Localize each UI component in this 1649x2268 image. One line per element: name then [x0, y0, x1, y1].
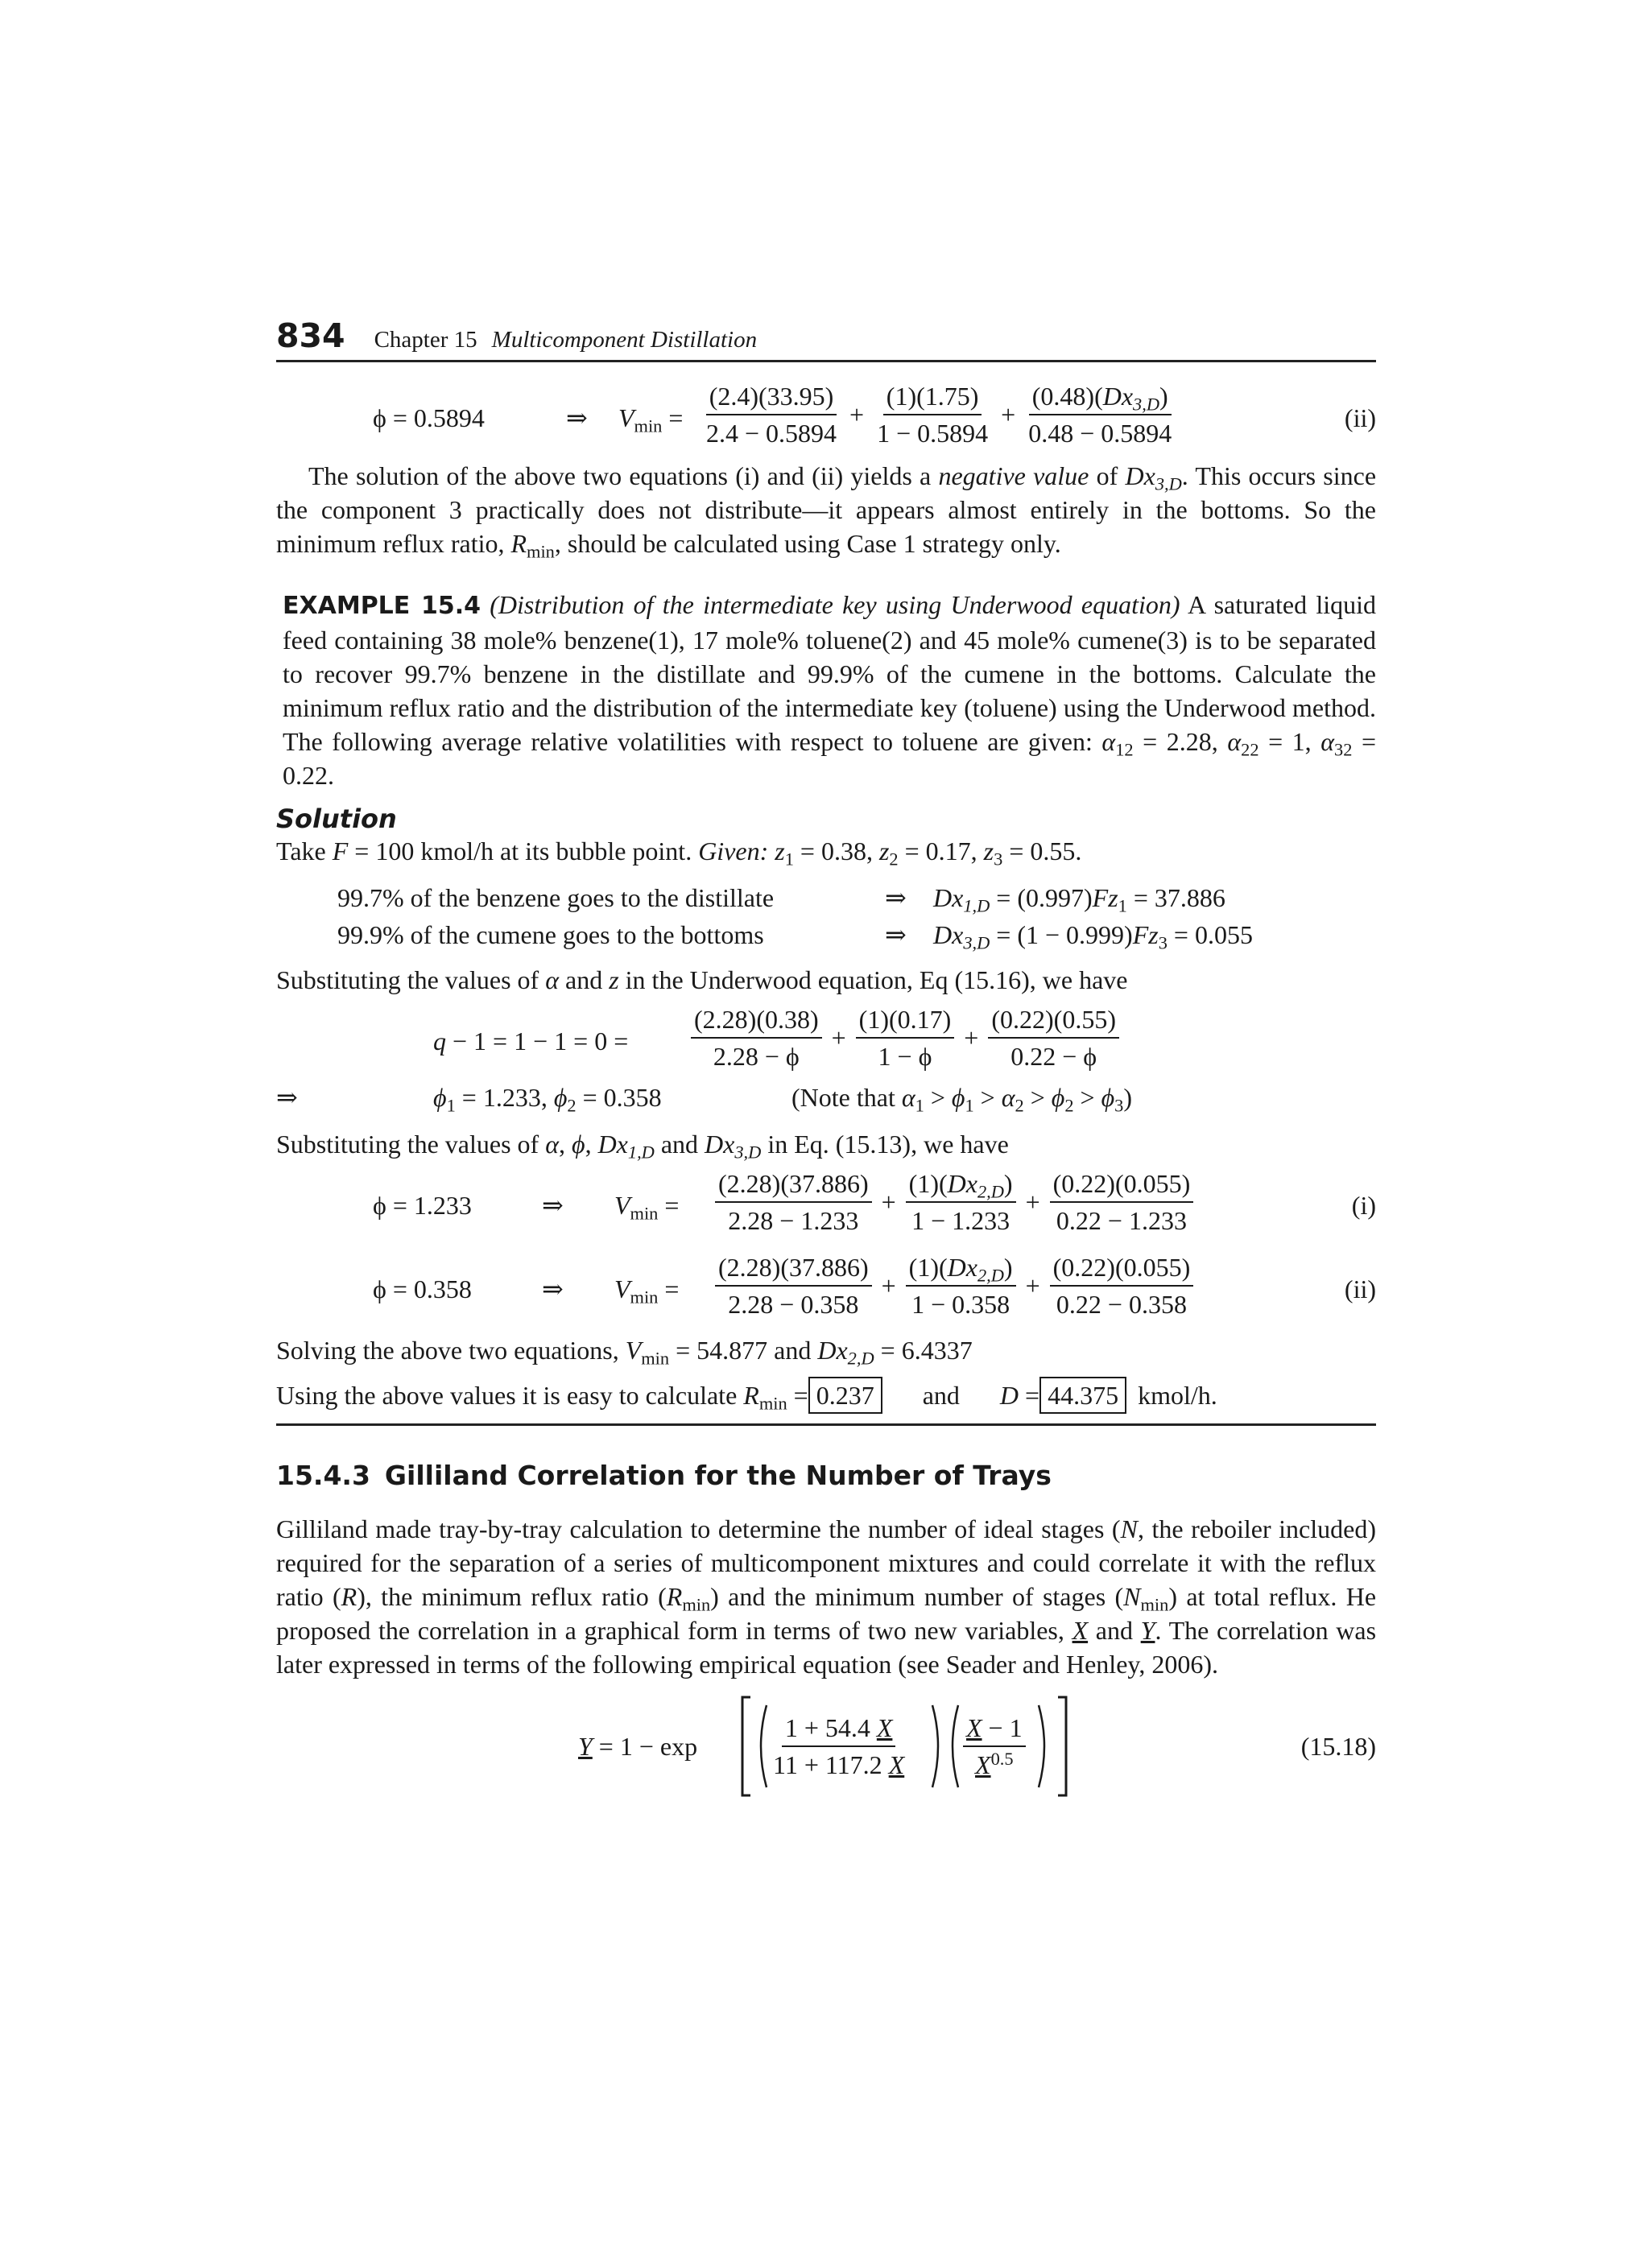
example-15-4: EXAMPLE 15.4 (Distribution of the intermediate key using Underwood equation) A saturated liquid feed containing 38 mole% benzene(1), 17 mole% toluene(2) and 45 mole% cumene(3) is to be separated to recover 99.7% benzene in the distillate and 99.9% of the cumene in the bottoms. Calculate the minimum reflux ratio and the distribution of the intermediate key (toluene) using the Underwood method. The following average relative volatilities with respect to toluene are given: $\alpha_{12} = 2.28$, $\alpha_{22} = 1$, $\alpha_{32} = 0.22$.: [283, 590, 1377, 790]
recovery-rows: [337, 879, 1376, 953]
gilliland-equation: [276, 1694, 1376, 1807]
recovery-row-cumene: 99.9% of the cumene goes to the bottoms ⇒ $Dx_{3,D} = (1 - 0.999)Fz_3 = 0.055$: [337, 920, 1253, 953]
substitution-line-1: Substituting the values of α and z in the Underwood equation, Eq (15.16), we have: [276, 965, 1128, 994]
uw-lhs: q − 1 = 1 − 1 = 0 =: [433, 1027, 629, 1056]
eq-i-vmin: $V_{min}$ =: [614, 1191, 680, 1224]
eq-fractions: $\frac{(2.4)(33.95)}{2.4 - 0.5894}$ + $\frac{(1)(1.75)}{1 - 0.5894}$ + $\frac{(0.48)(Dx_{3,D})}{0.48 - 0.5894}$: [706, 382, 1172, 448]
eq-ii-label: (ii): [1344, 1274, 1376, 1303]
eq-i-arrow: ⇒: [542, 1191, 564, 1220]
paragraph-gilliland: Gilliland made tray-by-tray calculation to determine the number of ideal stages (N, the reboiler included) required for the separation of a series of multicomponent mixtures and could correlate it with the reflux ratio (R), the minimum reflux ratio $(R_{min})$ and the minimum number of stages $(N_{min})$ at total reflux. He proposed the correlation in a graphical form in terms of two new variables, X and Y. The correlation was later expressed in terms of the following empirical equation (see Seader and Henley, 2006).: [276, 1514, 1377, 1679]
eq-i-phi: ϕ = 1.233: [373, 1191, 472, 1220]
chapter-title: Multicomponent Distillation: [491, 327, 758, 353]
eq-i-label: (i): [1351, 1191, 1376, 1220]
eq-ii-fractions: $\frac{(2.28)(37.886)}{2.28 - 0.358}$ + $\frac{(1)(Dx_{2,D})}{1 - 0.358}$ + $\frac{(0.22)(0.055)}{0.22 - 0.358}$: [715, 1251, 1193, 1320]
running-header: [276, 316, 1376, 362]
substitution-line-2: Substituting the values of α, ϕ, $Dx_{1,D}$ and $Dx_{3,D}$ in Eq. (15.13), we have: [276, 1130, 1009, 1163]
eq-ii-arrow: ⇒: [542, 1274, 564, 1303]
gilliland-frac-1: $\frac{1 + 54.4 X}{11 + 117.2 X}$: [773, 1713, 905, 1779]
eq-vmin: $V_{min}$ =: [618, 403, 684, 436]
roots-note: (Note that $\alpha_1 > \phi_1 > \alpha_2 > \phi_2 > \phi_3$): [791, 1083, 1132, 1116]
eq-label: (ii): [1344, 403, 1376, 432]
eq-i-fractions: $\frac{(2.28)(37.886)}{2.28 - 1.233}$ + $\frac{(1)(Dx_{2,D})}{1 - 1.233}$ + $\frac{(0.22)(0.055)}{0.22 - 1.233}$: [715, 1167, 1193, 1237]
gilliland-label: (15.18): [1300, 1732, 1376, 1761]
equation-top-ii: [276, 374, 1376, 459]
eq-phi: ϕ = 0.5894: [373, 403, 485, 432]
equation-i: [276, 1161, 1376, 1245]
underwood-equation: [276, 997, 1376, 1082]
gilliland-frac-2: $\frac{X - 1}{X^{0.5}}$: [963, 1712, 1026, 1781]
roots-line: ⇒ $\phi_1 = 1.233$, $\phi_2 = 0.358$ (Note that $\alpha_1 > \phi_1 > \alpha_2 > \phi_2 > \phi_3$): [276, 1079, 1376, 1116]
eq-ii-vmin: $V_{min}$ =: [614, 1274, 680, 1308]
result-line: Using the above values it is easy to calculate $R_{min}$ = 0.237 and D = 44.375 kmol/h.: [276, 1377, 1376, 1414]
paragraph-negative-value: The solution of the above two equations (i) and (ii) yields a negative value of $Dx_{3,D}$. This occurs since the component 3 practically does not distribute—it appears almost entirely in the bottoms. So the minimum reflux ratio, $R_{min}$, should be calculated using Case 1 strategy only.: [276, 461, 1377, 562]
chapter-label: Chapter 15: [374, 327, 477, 353]
solving-line: Solving the above two equations, $V_{min} = 54.877$ and $Dx_{2,D} = 6.4337$: [276, 1336, 973, 1369]
example-end-rule: [276, 1423, 1376, 1426]
page-number: 834: [276, 316, 345, 355]
section-heading: 15.4.3 Gilliland Correlation for the Number of Trays: [276, 1460, 1052, 1491]
uw-fractions: $\frac{(2.28)(0.38)}{2.28 - \phi}$ + $\frac{(1)(0.17)}{1 - \phi}$ + $\frac{(0.22)(0.55)}{0.22 - \phi}$: [691, 1003, 1119, 1072]
recovery-row-benzene: 99.7% of the benzene goes to the distillate ⇒ $Dx_{1,D} = (0.997)Fz_1 = 37.886$: [337, 883, 1225, 916]
eq-arrow: ⇒: [566, 403, 588, 432]
equation-ii: [276, 1245, 1376, 1328]
page: [276, 316, 1376, 1807]
example-label: EXAMPLE 15.4: [283, 592, 481, 620]
eq-ii-phi: ϕ = 0.358: [373, 1274, 472, 1303]
solution-heading: Solution: [276, 804, 397, 834]
distillate-result-box: 44.375: [1039, 1377, 1126, 1414]
gilliland-lhs: Y = 1 − exp: [578, 1732, 698, 1761]
example-title: (Distribution of the intermediate key using Underwood equation): [490, 590, 1180, 619]
solution-given: Take F = 100 kmol/h at its bubble point. Given: $z_1 = 0.38$, $z_2 = 0.17$, $z_3 = 0.55$.: [276, 837, 1082, 870]
rmin-result-box: 0.237: [808, 1377, 882, 1414]
